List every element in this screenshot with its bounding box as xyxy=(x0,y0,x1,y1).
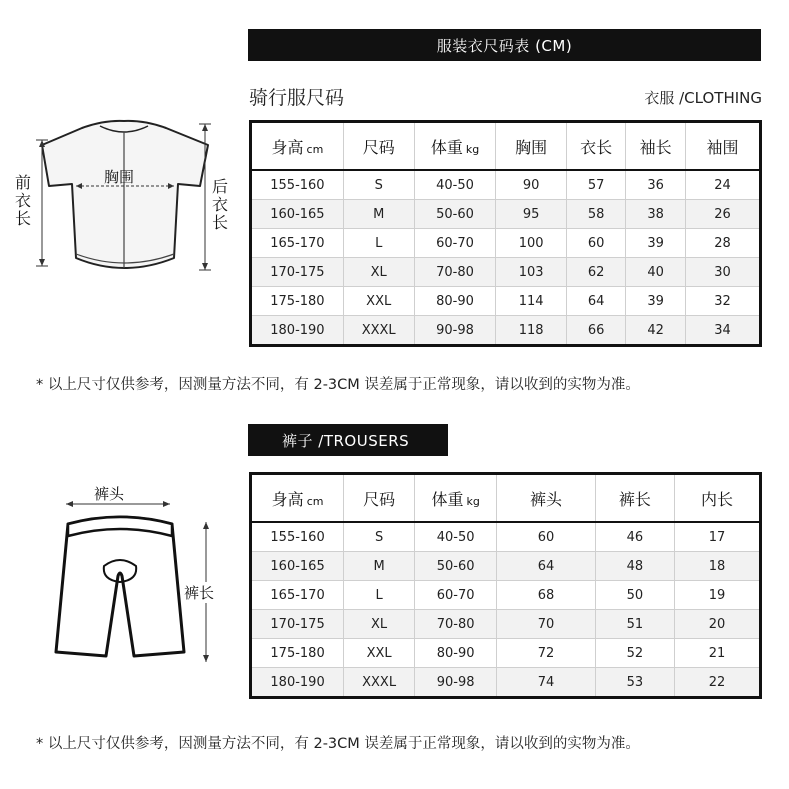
column-header-label: 衣长 xyxy=(580,137,613,157)
trousers-header xyxy=(248,424,448,456)
table-cell: 20 xyxy=(674,610,760,639)
table-cell: M xyxy=(343,200,414,229)
column-header-unit: kg xyxy=(465,142,480,156)
column-header xyxy=(674,474,760,523)
table-cell: 17 xyxy=(674,522,760,552)
column-header-label: 体重 xyxy=(430,137,463,157)
size-chart-title: 服装衣尺码表 (CM) xyxy=(436,36,573,55)
table-cell: 40-50 xyxy=(415,522,497,552)
column-header xyxy=(414,122,496,171)
table-cell: 114 xyxy=(496,287,566,316)
table-cell: 155-160 xyxy=(251,522,344,552)
chest-label: 胸围 xyxy=(104,168,135,186)
column-header xyxy=(685,122,760,171)
column-header xyxy=(626,122,686,171)
column-header xyxy=(566,122,626,171)
column-header-unit: cm xyxy=(306,142,324,156)
table-cell: 72 xyxy=(497,639,596,668)
column-header-label: 袖围 xyxy=(706,137,739,157)
table-cell: 64 xyxy=(566,287,626,316)
table-cell: 103 xyxy=(496,258,566,287)
table-cell: 160-165 xyxy=(251,200,344,229)
table-cell: 68 xyxy=(497,581,596,610)
table-cell: S xyxy=(344,522,415,552)
table-cell: XXXL xyxy=(343,316,414,346)
table-cell: 50-60 xyxy=(415,552,497,581)
column-header-unit: kg xyxy=(466,494,480,508)
table-cell: 30 xyxy=(685,258,760,287)
column-header xyxy=(344,474,415,523)
length-label: 裤长 xyxy=(184,584,215,602)
table-cell: 70-80 xyxy=(414,258,496,287)
table-cell: 74 xyxy=(497,668,596,698)
table-row xyxy=(251,552,761,581)
table-cell: 40-50 xyxy=(414,170,496,200)
table-cell: 66 xyxy=(566,316,626,346)
table-cell: 165-170 xyxy=(251,229,344,258)
table-cell: 170-175 xyxy=(251,258,344,287)
table-row xyxy=(251,668,761,698)
table-cell: 175-180 xyxy=(251,639,344,668)
column-header xyxy=(415,474,497,523)
table-cell: 60-70 xyxy=(414,229,496,258)
clothing-size-table xyxy=(249,120,762,347)
table-cell: 180-190 xyxy=(251,316,344,346)
column-header xyxy=(595,474,674,523)
table-cell: 38 xyxy=(626,200,686,229)
table-cell: 39 xyxy=(626,287,686,316)
table-cell: XXL xyxy=(344,639,415,668)
column-header-label: 裤长 xyxy=(618,489,651,509)
trousers-size-table xyxy=(249,472,762,699)
column-header-label: 内长 xyxy=(700,489,733,509)
shorts-icon xyxy=(50,480,240,680)
table-cell: 40 xyxy=(626,258,686,287)
column-header xyxy=(496,122,566,171)
table-cell: 18 xyxy=(674,552,760,581)
table-cell: 34 xyxy=(685,316,760,346)
table-row xyxy=(251,200,761,229)
column-header-unit: cm xyxy=(306,494,324,508)
table-cell: 19 xyxy=(674,581,760,610)
table-cell: 90-98 xyxy=(414,316,496,346)
jersey-icon xyxy=(12,118,237,288)
column-header-label: 裤头 xyxy=(530,489,563,509)
table-row xyxy=(251,170,761,200)
table-cell: 26 xyxy=(685,200,760,229)
table-row xyxy=(251,639,761,668)
column-header-label: 身高 xyxy=(271,137,304,157)
table-cell: 51 xyxy=(595,610,674,639)
column-header-label: 袖长 xyxy=(639,137,672,157)
column-header-label: 胸围 xyxy=(515,137,548,157)
table-cell: 118 xyxy=(496,316,566,346)
table-cell: 50 xyxy=(595,581,674,610)
table-cell: XXXL xyxy=(344,668,415,698)
table-cell: 100 xyxy=(496,229,566,258)
clothing-subtitle-en: 衣服 /CLOTHING xyxy=(644,89,762,107)
table-cell: 70 xyxy=(497,610,596,639)
table-cell: 60 xyxy=(566,229,626,258)
column-header-label: 尺码 xyxy=(363,489,396,509)
table-cell: 64 xyxy=(497,552,596,581)
table-cell: 57 xyxy=(566,170,626,200)
table-cell: 180-190 xyxy=(251,668,344,698)
trousers-title: 裤子 /TROUSERS xyxy=(282,431,410,450)
table-cell: 52 xyxy=(595,639,674,668)
table-cell: 90-98 xyxy=(415,668,497,698)
front-length-label: 前衣长 xyxy=(14,173,31,228)
table-row xyxy=(251,581,761,610)
table-cell: 22 xyxy=(674,668,760,698)
table-cell: L xyxy=(344,581,415,610)
table-cell: 62 xyxy=(566,258,626,287)
column-header xyxy=(343,122,414,171)
table-cell: 70-80 xyxy=(415,610,497,639)
column-header-label: 体重 xyxy=(431,489,464,509)
table-cell: 32 xyxy=(685,287,760,316)
table-cell: 170-175 xyxy=(251,610,344,639)
waist-label: 裤头 xyxy=(94,485,125,503)
column-header-label: 尺码 xyxy=(362,137,395,157)
table-cell: XL xyxy=(343,258,414,287)
back-length-label: 后衣长 xyxy=(211,177,228,232)
table-cell: 39 xyxy=(626,229,686,258)
table-cell: 60-70 xyxy=(415,581,497,610)
table-cell: L xyxy=(343,229,414,258)
clothing-subtitle: 骑行服尺码 xyxy=(249,87,345,109)
table-row xyxy=(251,229,761,258)
table-cell: 60 xyxy=(497,522,596,552)
table-row xyxy=(251,258,761,287)
table-cell: 165-170 xyxy=(251,581,344,610)
table-cell: 80-90 xyxy=(415,639,497,668)
column-header xyxy=(251,474,344,523)
table-cell: 24 xyxy=(685,170,760,200)
table-cell: 36 xyxy=(626,170,686,200)
size-chart-header xyxy=(248,29,761,61)
table-cell: 53 xyxy=(595,668,674,698)
column-header xyxy=(497,474,596,523)
table-cell: 42 xyxy=(626,316,686,346)
table-cell: 95 xyxy=(496,200,566,229)
table-cell: XXL xyxy=(343,287,414,316)
table-cell: 90 xyxy=(496,170,566,200)
table-row xyxy=(251,287,761,316)
table-cell: S xyxy=(343,170,414,200)
jersey-diagram xyxy=(12,118,237,288)
table-cell: 155-160 xyxy=(251,170,344,200)
table-cell: 50-60 xyxy=(414,200,496,229)
table-row xyxy=(251,316,761,346)
table-cell: M xyxy=(344,552,415,581)
table-cell: 21 xyxy=(674,639,760,668)
table-cell: 160-165 xyxy=(251,552,344,581)
table-cell: 175-180 xyxy=(251,287,344,316)
trousers-note: * 以上尺寸仅供参考，因测量方法不同，有 2-3CM 误差属于正常现象，请以收到的实物为准。 xyxy=(36,736,640,752)
table-row xyxy=(251,522,761,552)
table-cell: XL xyxy=(344,610,415,639)
column-header xyxy=(251,122,344,171)
shorts-diagram xyxy=(50,480,240,680)
clothing-note: * 以上尺寸仅供参考，因测量方法不同，有 2-3CM 误差属于正常现象，请以收到的实物为准。 xyxy=(36,377,640,393)
table-cell: 58 xyxy=(566,200,626,229)
column-header-label: 身高 xyxy=(271,489,304,509)
table-cell: 48 xyxy=(595,552,674,581)
table-cell: 80-90 xyxy=(414,287,496,316)
table-cell: 28 xyxy=(685,229,760,258)
table-cell: 46 xyxy=(595,522,674,552)
table-row xyxy=(251,610,761,639)
